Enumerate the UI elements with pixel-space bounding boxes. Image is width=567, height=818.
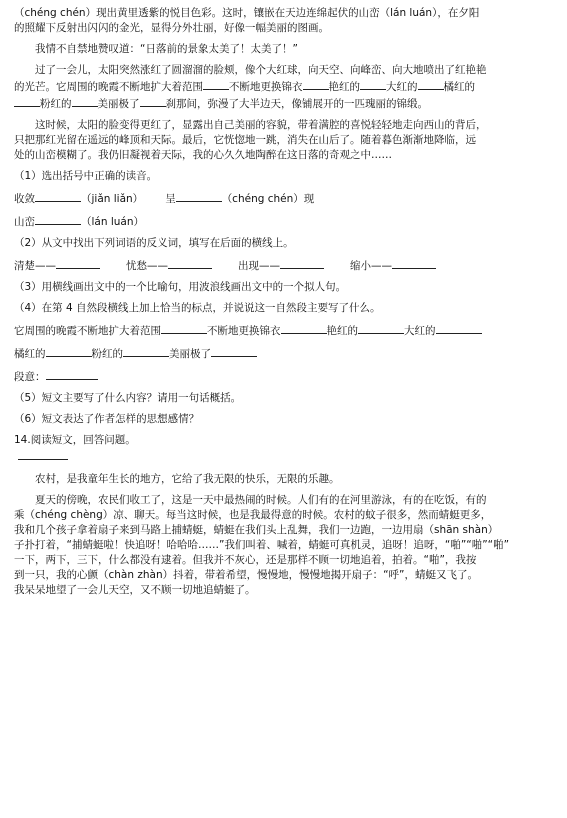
answer-blank[interactable]	[280, 257, 324, 269]
answer-blank[interactable]	[358, 322, 404, 334]
answer-blank[interactable]	[123, 345, 169, 357]
answer-blank[interactable]	[46, 345, 92, 357]
passage-line: 这时候，太阳的脸变得更红了，显露出自己美丽的容貌，带着满腔的喜悦轻轻地走向西山的背后，	[35, 119, 487, 131]
question-2: （2）从文中找出下列词语的反义词，填写在后面的横线上。	[14, 237, 294, 249]
answer-blank[interactable]	[56, 257, 100, 269]
answer-blank[interactable]	[35, 213, 81, 225]
passage-line: 农村，是我童年生长的地方，它给了我无限的快乐，无限的乐趣。	[35, 472, 340, 485]
fill-blank[interactable]	[72, 95, 98, 107]
passage-line: 子扑打着，“捕蜻蜓啦！快追呀！哈哈哈……”我们叫着、喊着，蜻蜓可真机灵，追呀！追呀，“啪”“啪”“啪”	[14, 538, 510, 551]
answer-blank[interactable]	[392, 257, 436, 269]
passage-line: 我情不自禁地赞叹道：“日落前的景象太美了！太美了！”	[35, 43, 298, 55]
passage-line: 过了一会儿，太阳突然涨红了圆溜溜的脸颊，像个大红球，向天空、向峰峦、向大地喷出了红艳艳	[35, 64, 487, 76]
answer-blank[interactable]	[35, 190, 81, 202]
answer-line[interactable]	[18, 459, 68, 460]
question-1-items: 收敛 （jiǎn liǎn） 呈 （chéng chén）现	[14, 190, 555, 207]
question-3: （3）用横线画出文中的一个比喻句，用波浪线画出文中的一个拟人句。	[14, 281, 347, 293]
question-4-line: 橘红的 粉红的 美丽极了	[14, 345, 555, 362]
passage-line: 到一只，我的心颤（chàn zhàn）抖着，带着希望，慢慢地，慢慢地揭开扇子：“呼”，蜻蜓又飞了。	[14, 568, 478, 581]
fill-blank[interactable]	[203, 78, 229, 90]
question-6: （6）短文表达了作者怎样的思想感情？	[14, 413, 200, 425]
passage-line-with-blanks: 的光芒。它周围的晚霞不断地扩大着范围 不断地更换锦衣 艳红的 大红的 橘红的	[14, 78, 555, 95]
question-1: （1）选出括号中正确的读音。	[14, 170, 158, 182]
passage-line: 我呆呆地望了一会儿天空，又不顾一切地追蜻蜓了。	[14, 583, 256, 596]
answer-blank[interactable]	[46, 368, 98, 380]
passage-line: 的照耀下反射出闪闪的金光，显得分外壮丽，好像一幅美丽的图画。	[14, 22, 329, 34]
fill-blank[interactable]	[418, 78, 444, 90]
question-5: （5）短文主要写了什么内容？请用一句话概括。	[14, 392, 242, 404]
section-14-title: 14.阅读短文，回答问题。	[14, 434, 136, 446]
answer-blank[interactable]	[211, 345, 257, 357]
answer-blank[interactable]	[176, 190, 222, 202]
answer-blank[interactable]	[281, 322, 327, 334]
passage-line: 只把那红光留在遥远的峰顶和天际。最后，它恍惚地一跳，消失在山后了。随着暮色渐渐地降临，远	[14, 134, 476, 146]
passage-line: （chéng chén）现出黄里透紫的悦目色彩。这时，镶嵌在天边连绵起伏的山峦（lán luán），在夕阳	[14, 7, 480, 19]
fill-blank[interactable]	[14, 95, 40, 107]
answer-blank[interactable]	[436, 322, 482, 334]
question-1-items: 山峦 （lán luán）	[14, 213, 555, 230]
question-4-line: 它周围的晚霞不断地扩大着范围 不断地更换锦衣 艳红的 大红的	[14, 322, 555, 339]
answer-blank[interactable]	[161, 322, 207, 334]
fill-blank[interactable]	[303, 78, 329, 90]
passage-line: 我和几个孩子拿着扇子来到马路上捕蜻蜓，蜻蜓在我们头上乱舞，我们一边跑，一边用扇（shān shàn）	[14, 523, 499, 536]
answer-blank[interactable]	[168, 257, 212, 269]
passage-line: 处的山峦模糊了。我仍旧凝视着天际，我的心久久地陶醉在这日落的奇观之中……	[14, 149, 392, 161]
passage-line: 乘（chéng chèng）凉、聊天。每当这时候，也是我最得意的时候。农村的蚊子很多，然而蜻蜓更多，	[14, 508, 492, 521]
question-4-line: 段意：	[14, 368, 555, 385]
fill-blank[interactable]	[140, 95, 166, 107]
fill-blank[interactable]	[360, 78, 386, 90]
antonym-row: 清楚—— 忧愁—— 出现—— 缩小——	[14, 257, 555, 274]
passage-line: 一下，两下，三下，什么都没有逮着。但我并不灰心，还是那样不顾一切地追着，拍着。“啪”，我按	[14, 553, 477, 566]
passage-line: 夏天的傍晚，农民们收工了，这是一天中最热闹的时候。人们有的在河里游泳，有的在吃饭，有的	[35, 493, 487, 506]
question-4: （4）在第 4 自然段横线上加上恰当的标点，并说说这一自然段主要写了什么。	[14, 302, 381, 314]
passage-line-with-blanks: 粉红的 美丽极了 刹那间，弥漫了大半边天，像铺展开的一匹瑰丽的锦缎。	[14, 95, 555, 112]
